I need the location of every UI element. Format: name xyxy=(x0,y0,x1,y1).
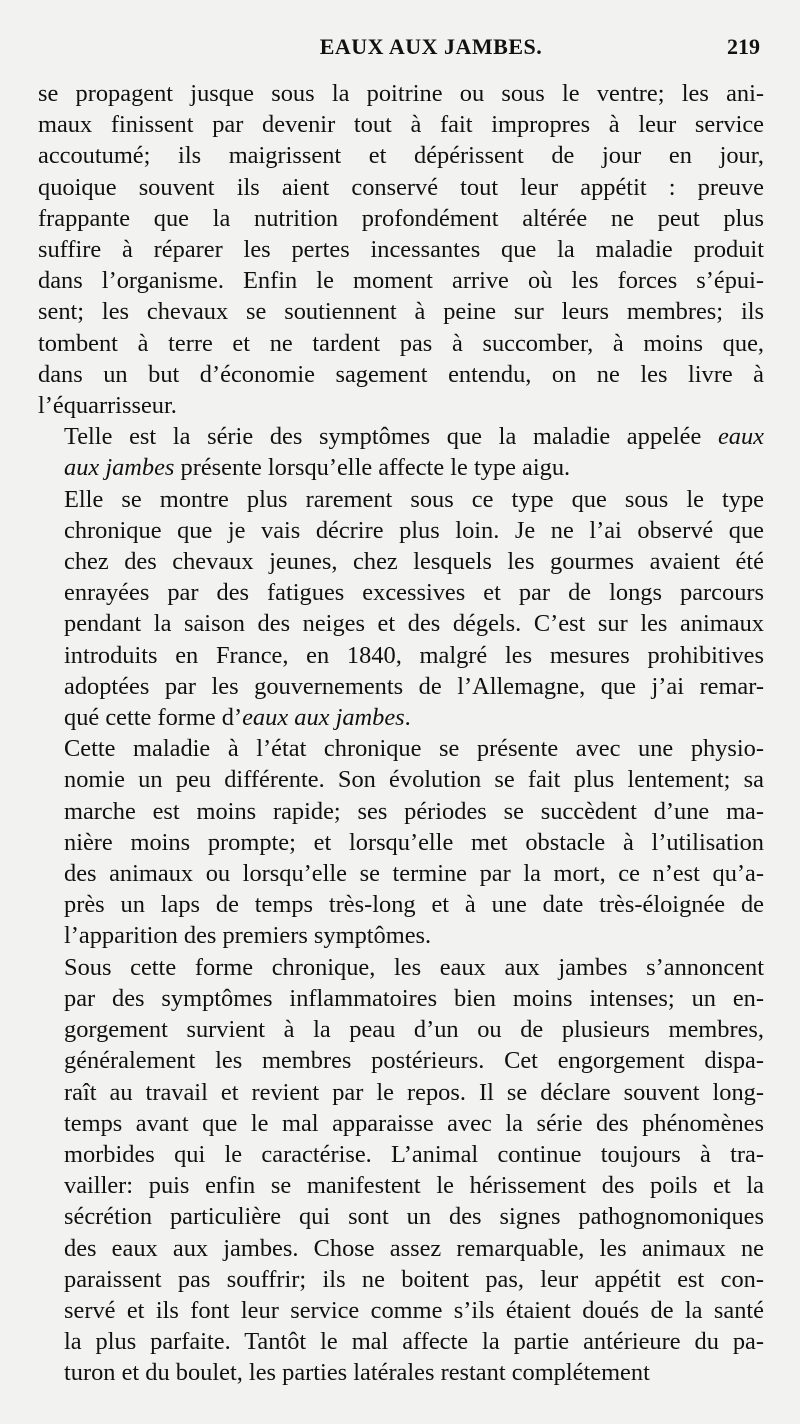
text-line: Sous cette forme chronique, les eaux aux jambes s’annoncent xyxy=(64,953,764,981)
text-line: la plus parfaite. Tantôt le mal affecte la partie antérieure du pa- xyxy=(64,1328,764,1356)
text-line: des eaux aux jambes. Chose assez remarquable, les animaux ne xyxy=(64,1234,764,1262)
italic-term: aux jambes xyxy=(64,454,175,482)
text-line: dans l’organisme. Enfin le moment arrive où les forces s’épui- xyxy=(38,267,764,295)
paragraph-p5 xyxy=(38,952,764,1389)
text-line: maux finissent par devenir tout à fait impropres à leur service xyxy=(38,111,764,139)
paragraph-p1 xyxy=(38,78,764,421)
text-line: marche est moins rapide; ses périodes se succèdent d’une ma- xyxy=(64,797,764,825)
running-head: EAUX AUX JAMBES. xyxy=(319,34,543,59)
text-line: paraissent pas souffrir; ils ne boitent pas, leur appétit est con- xyxy=(64,1265,764,1293)
italic-term: eaux xyxy=(717,423,764,451)
text-line: Telle est la série des symptômes que la maladie appelée eaux xyxy=(64,423,764,451)
text-line: temps avant que le mal apparaisse avec la série des phénomènes xyxy=(64,1109,764,1137)
text-line: Elle se montre plus rarement sous ce type que sous le type xyxy=(64,485,764,513)
body-text xyxy=(38,78,764,1389)
text-line: turon et du boulet, les parties latérales restant complétement xyxy=(64,1359,650,1387)
text-line: accoutumé; ils maigrissent et dépérissent de jour en jour, xyxy=(38,142,764,170)
text-line: près un laps de temps très-long et à une date très-éloignée de xyxy=(64,891,764,919)
page-header xyxy=(38,26,764,78)
text-line: l’équarrisseur. xyxy=(38,392,177,420)
text-line: généralement les membres postérieurs. Cet engorgement dispa- xyxy=(64,1047,764,1075)
text-line: nomie un peu différente. Son évolution se fait plus lentement; sa xyxy=(64,766,764,794)
text-line: l’apparition des premiers symptômes. xyxy=(64,922,432,950)
text-line: enrayées par des fatigues excessives et par de longs parcours xyxy=(64,579,764,607)
text-line: se propagent jusque sous la poitrine ou sous le ventre; les ani- xyxy=(38,80,764,107)
page-number: 219 xyxy=(727,34,760,59)
text-line: adoptées par les gouvernements de l’Allemagne, que j’ai remar- xyxy=(64,672,764,700)
text-line: dans un but d’économie sagement entendu, on ne les livre à xyxy=(38,360,764,388)
paragraph-p2 xyxy=(38,421,764,483)
text-line: suffire à réparer les pertes incessantes que la maladie produit xyxy=(38,236,764,264)
text-line: qué cette forme d’eaux aux jambes. xyxy=(64,704,411,732)
text-line: chronique que je vais décrire plus loin. Je ne l’ai observé que xyxy=(64,516,764,544)
text-line: Cette maladie à l’état chronique se présente avec une physio- xyxy=(64,735,764,763)
text-line: raît au travail et revient par le repos. Il se déclare souvent long- xyxy=(64,1078,764,1106)
paragraph-p3 xyxy=(38,484,764,734)
text-line: aux jambes présente lorsqu’elle affecte le type aigu. xyxy=(64,454,571,482)
text-line: introduits en France, en 1840, malgré les mesures prohibitives xyxy=(64,641,764,669)
text-line: quoique souvent ils aient conservé tout leur appétit : preuve xyxy=(38,173,764,201)
text-line: chez des chevaux jeunes, chez lesquels les gourmes avaient été xyxy=(64,548,764,576)
text-line: vailler: puis enfin se manifestent le hérissement des poils et la xyxy=(64,1172,764,1200)
text-line: sent; les chevaux se soutiennent à peine sur leurs membres; ils xyxy=(38,298,764,326)
text-line: servé et ils font leur service comme s’ils étaient doués de la santé xyxy=(64,1296,764,1324)
text-line: nière moins prompte; et lorsqu’elle met obstacle à l’utilisation xyxy=(64,828,764,856)
text-line: par des symptômes inflammatoires bien moins intenses; un en- xyxy=(64,984,764,1012)
paragraph-p4 xyxy=(38,733,764,951)
text-line: des animaux ou lorsqu’elle se termine par la mort, ce n’est qu’a- xyxy=(64,860,764,888)
text-line: pendant la saison des neiges et des dégels. C’est sur les animaux xyxy=(64,610,764,638)
italic-term: eaux aux jambes xyxy=(242,704,405,732)
text-line: sécrétion particulière qui sont un des signes pathognomoniques xyxy=(64,1203,764,1231)
text-line: gorgement survient à la peau d’un ou de plusieurs membres, xyxy=(64,1016,764,1044)
text-line: tombent à terre et ne tardent pas à succomber, à moins que, xyxy=(38,329,764,357)
text-line: frappante que la nutrition profondément altérée ne peut plus xyxy=(38,204,764,232)
text-line: morbides qui le caractérise. L’animal continue toujours à tra- xyxy=(64,1140,764,1168)
